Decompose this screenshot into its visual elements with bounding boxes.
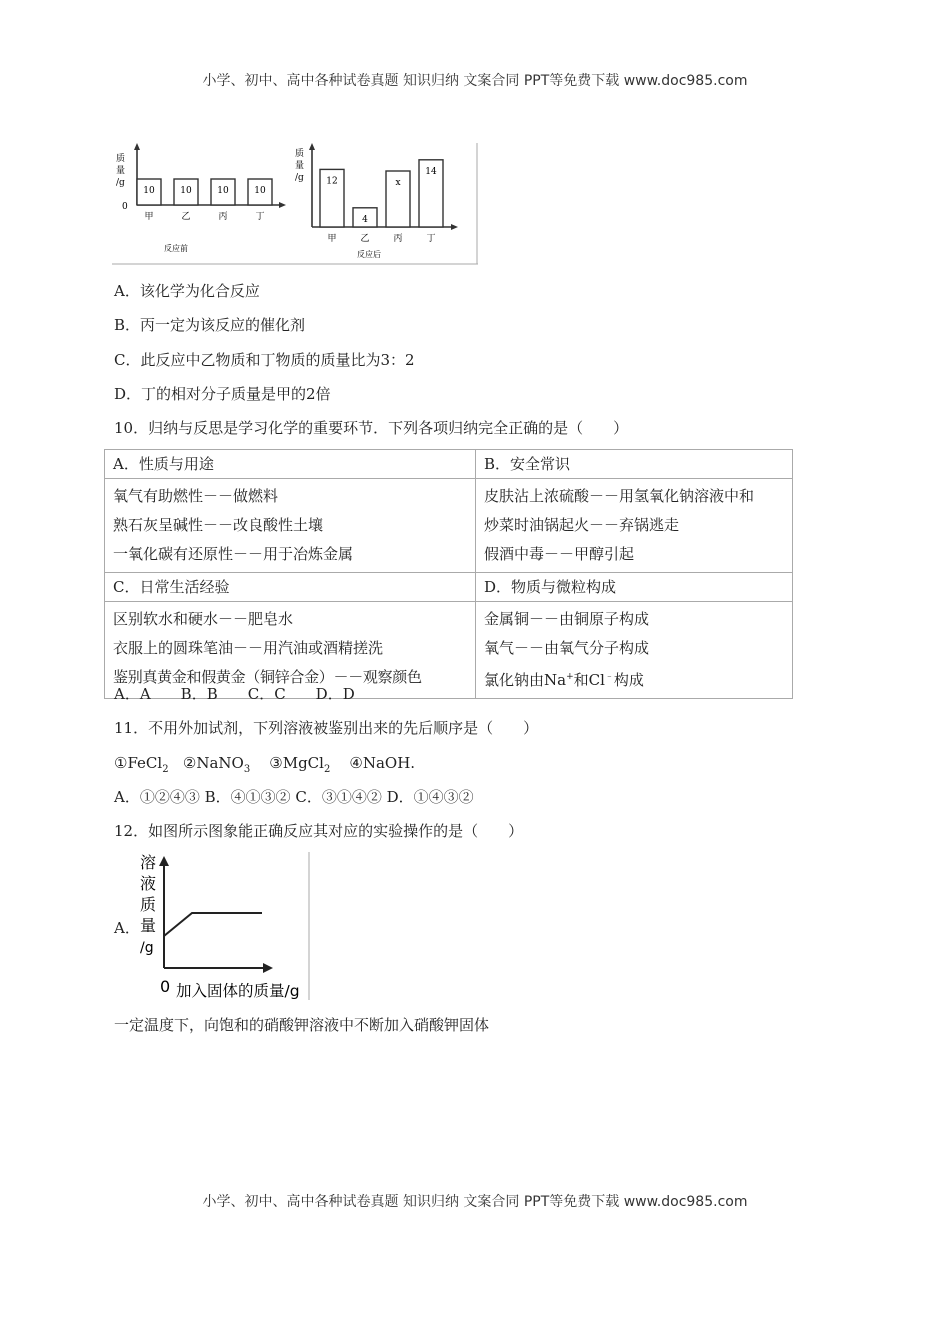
after-bar-label-1: 12	[326, 176, 338, 187]
before-bar-label-1: 10	[143, 186, 155, 196]
after-category-4: 丁	[426, 234, 436, 244]
before-ylabel-2: 量	[116, 166, 126, 176]
before-ylabel-1: 质	[116, 154, 126, 164]
q10-options: A．A B．B C．C D．D	[114, 685, 355, 703]
q10-cell-a-head: A．性质与用途	[105, 450, 476, 479]
q11-options: A．①②④③ B．④①③② C．③①④② D．①④③②	[114, 788, 474, 806]
q10-cell-d-head: D．物质与微粒构成	[476, 573, 793, 602]
q10-cell-a	[105, 479, 476, 573]
q9-option-b: B．丙一定为该反应的催化剂	[114, 316, 306, 334]
q10-table	[104, 449, 793, 699]
page-footer: 小学、初中、高中各种试卷真题 知识归纳 文案合同 PPT等免费下载 www.doc985.com	[202, 1194, 748, 1210]
q11-reagents: ①FeCl$_2$ ②NaNO$_3$ ③MgCl$_2$ ④NaOH.	[114, 754, 416, 775]
after-bar-label-3: x	[395, 178, 401, 188]
q9-option-d: D．丁的相对分子质量是甲的2倍	[114, 385, 331, 403]
before-category-4: 丁	[255, 212, 265, 222]
q10-stem: 10．归纳与反思是学习化学的重要环节．下列各项归纳完全正确的是（ ）	[114, 419, 629, 437]
after-category-1: 甲	[327, 234, 337, 244]
reaction-mass-figure	[112, 143, 478, 265]
q9-option-a: A．该化学为化合反应	[114, 282, 260, 300]
q12-stem: 12．如图所示图象能正确反应其对应的实验操作的是（ ）	[114, 822, 524, 840]
q10-d-line: 氯化钠由Na+和Cl﹣构成	[484, 671, 644, 689]
before-origin: 0	[122, 202, 128, 212]
after-ylabel-3: /g	[295, 173, 304, 183]
solution-mass-graph	[138, 852, 310, 1002]
q10-cell-b-head: B．安全常识	[476, 450, 793, 479]
q10-b-line: 皮肤沾上浓硫酸－－用氢氧化钠溶液中和	[484, 487, 755, 505]
reaction-mass-charts	[112, 143, 478, 265]
q10-a-line: 氧气有助燃性－－做燃料	[113, 487, 279, 505]
after-ylabel-2: 量	[295, 161, 305, 171]
q10-c-line: 衣服上的圆珠笔油－－用汽油或酒精搓洗	[113, 639, 384, 657]
before-bar-label-2: 10	[180, 186, 192, 196]
after-category-2: 乙	[360, 234, 370, 244]
graph-origin: 0	[160, 977, 171, 996]
q10-cell-b	[476, 479, 793, 573]
q10-d-line: 氧气－－由氧气分子构成	[484, 639, 650, 657]
q10-a-line: 一氧化碳有还原性－－用于冶炼金属	[113, 545, 354, 563]
q11-stem: 11．不用外加试剂，下列溶液被鉴别出来的先后顺序是（ ）	[114, 719, 539, 737]
graph-ylabel-1: 溶	[140, 853, 157, 872]
q10-d-line: 金属铜－－由铜原子构成	[484, 610, 650, 628]
graph-ylabel-2: 液	[140, 874, 157, 893]
q10-cell-d	[476, 602, 793, 699]
q10-cell-c-head: C．日常生活经验	[105, 573, 476, 602]
q10-b-line: 假酒中毒－－甲醇引起	[484, 545, 635, 563]
graph-xlabel: 加入固体的质量/g	[176, 982, 300, 1000]
after-ylabel-1: 质	[295, 149, 305, 159]
solution-mass-graph-svg	[138, 852, 310, 1002]
q10-c-line: 区别软水和硬水－－肥皂水	[113, 610, 294, 628]
graph-ylabel-5: /g	[140, 940, 154, 956]
q10-c-line: 鉴别真黄金和假黄金（铜锌合金）－－观察颜色	[113, 668, 422, 686]
graph-ylabel-4: 量	[140, 916, 157, 935]
graph-curve	[164, 913, 262, 936]
before-category-3: 丙	[218, 212, 228, 222]
before-caption: 反应前	[164, 244, 188, 253]
after-bar-label-2: 4	[362, 214, 368, 225]
before-bar-label-3: 10	[217, 186, 229, 196]
graph-ylabel-3: 质	[140, 895, 157, 914]
q9-option-c: C．此反应中乙物质和丁物质的质量比为3：2	[114, 351, 415, 369]
q12-option-a-desc: 一定温度下，向饱和的硝酸钾溶液中不断加入硝酸钾固体	[114, 1016, 490, 1034]
before-ylabel-3: /g	[116, 178, 125, 188]
page-header: 小学、初中、高中各种试卷真题 知识归纳 文案合同 PPT等免费下载 www.doc985.com	[202, 73, 748, 89]
q12-option-a-label: A．	[114, 919, 140, 937]
after-caption: 反应后	[357, 250, 381, 259]
before-bar-label-4: 10	[254, 186, 266, 196]
after-category-3: 丙	[393, 234, 403, 244]
q10-a-line: 熟石灰呈碱性－－改良酸性土壤	[113, 516, 324, 534]
q10-b-line: 炒菜时油锅起火－－弃锅逃走	[484, 516, 680, 534]
before-category-1: 甲	[144, 212, 154, 222]
after-bar-label-4: 14	[425, 166, 437, 177]
before-category-2: 乙	[181, 212, 191, 222]
